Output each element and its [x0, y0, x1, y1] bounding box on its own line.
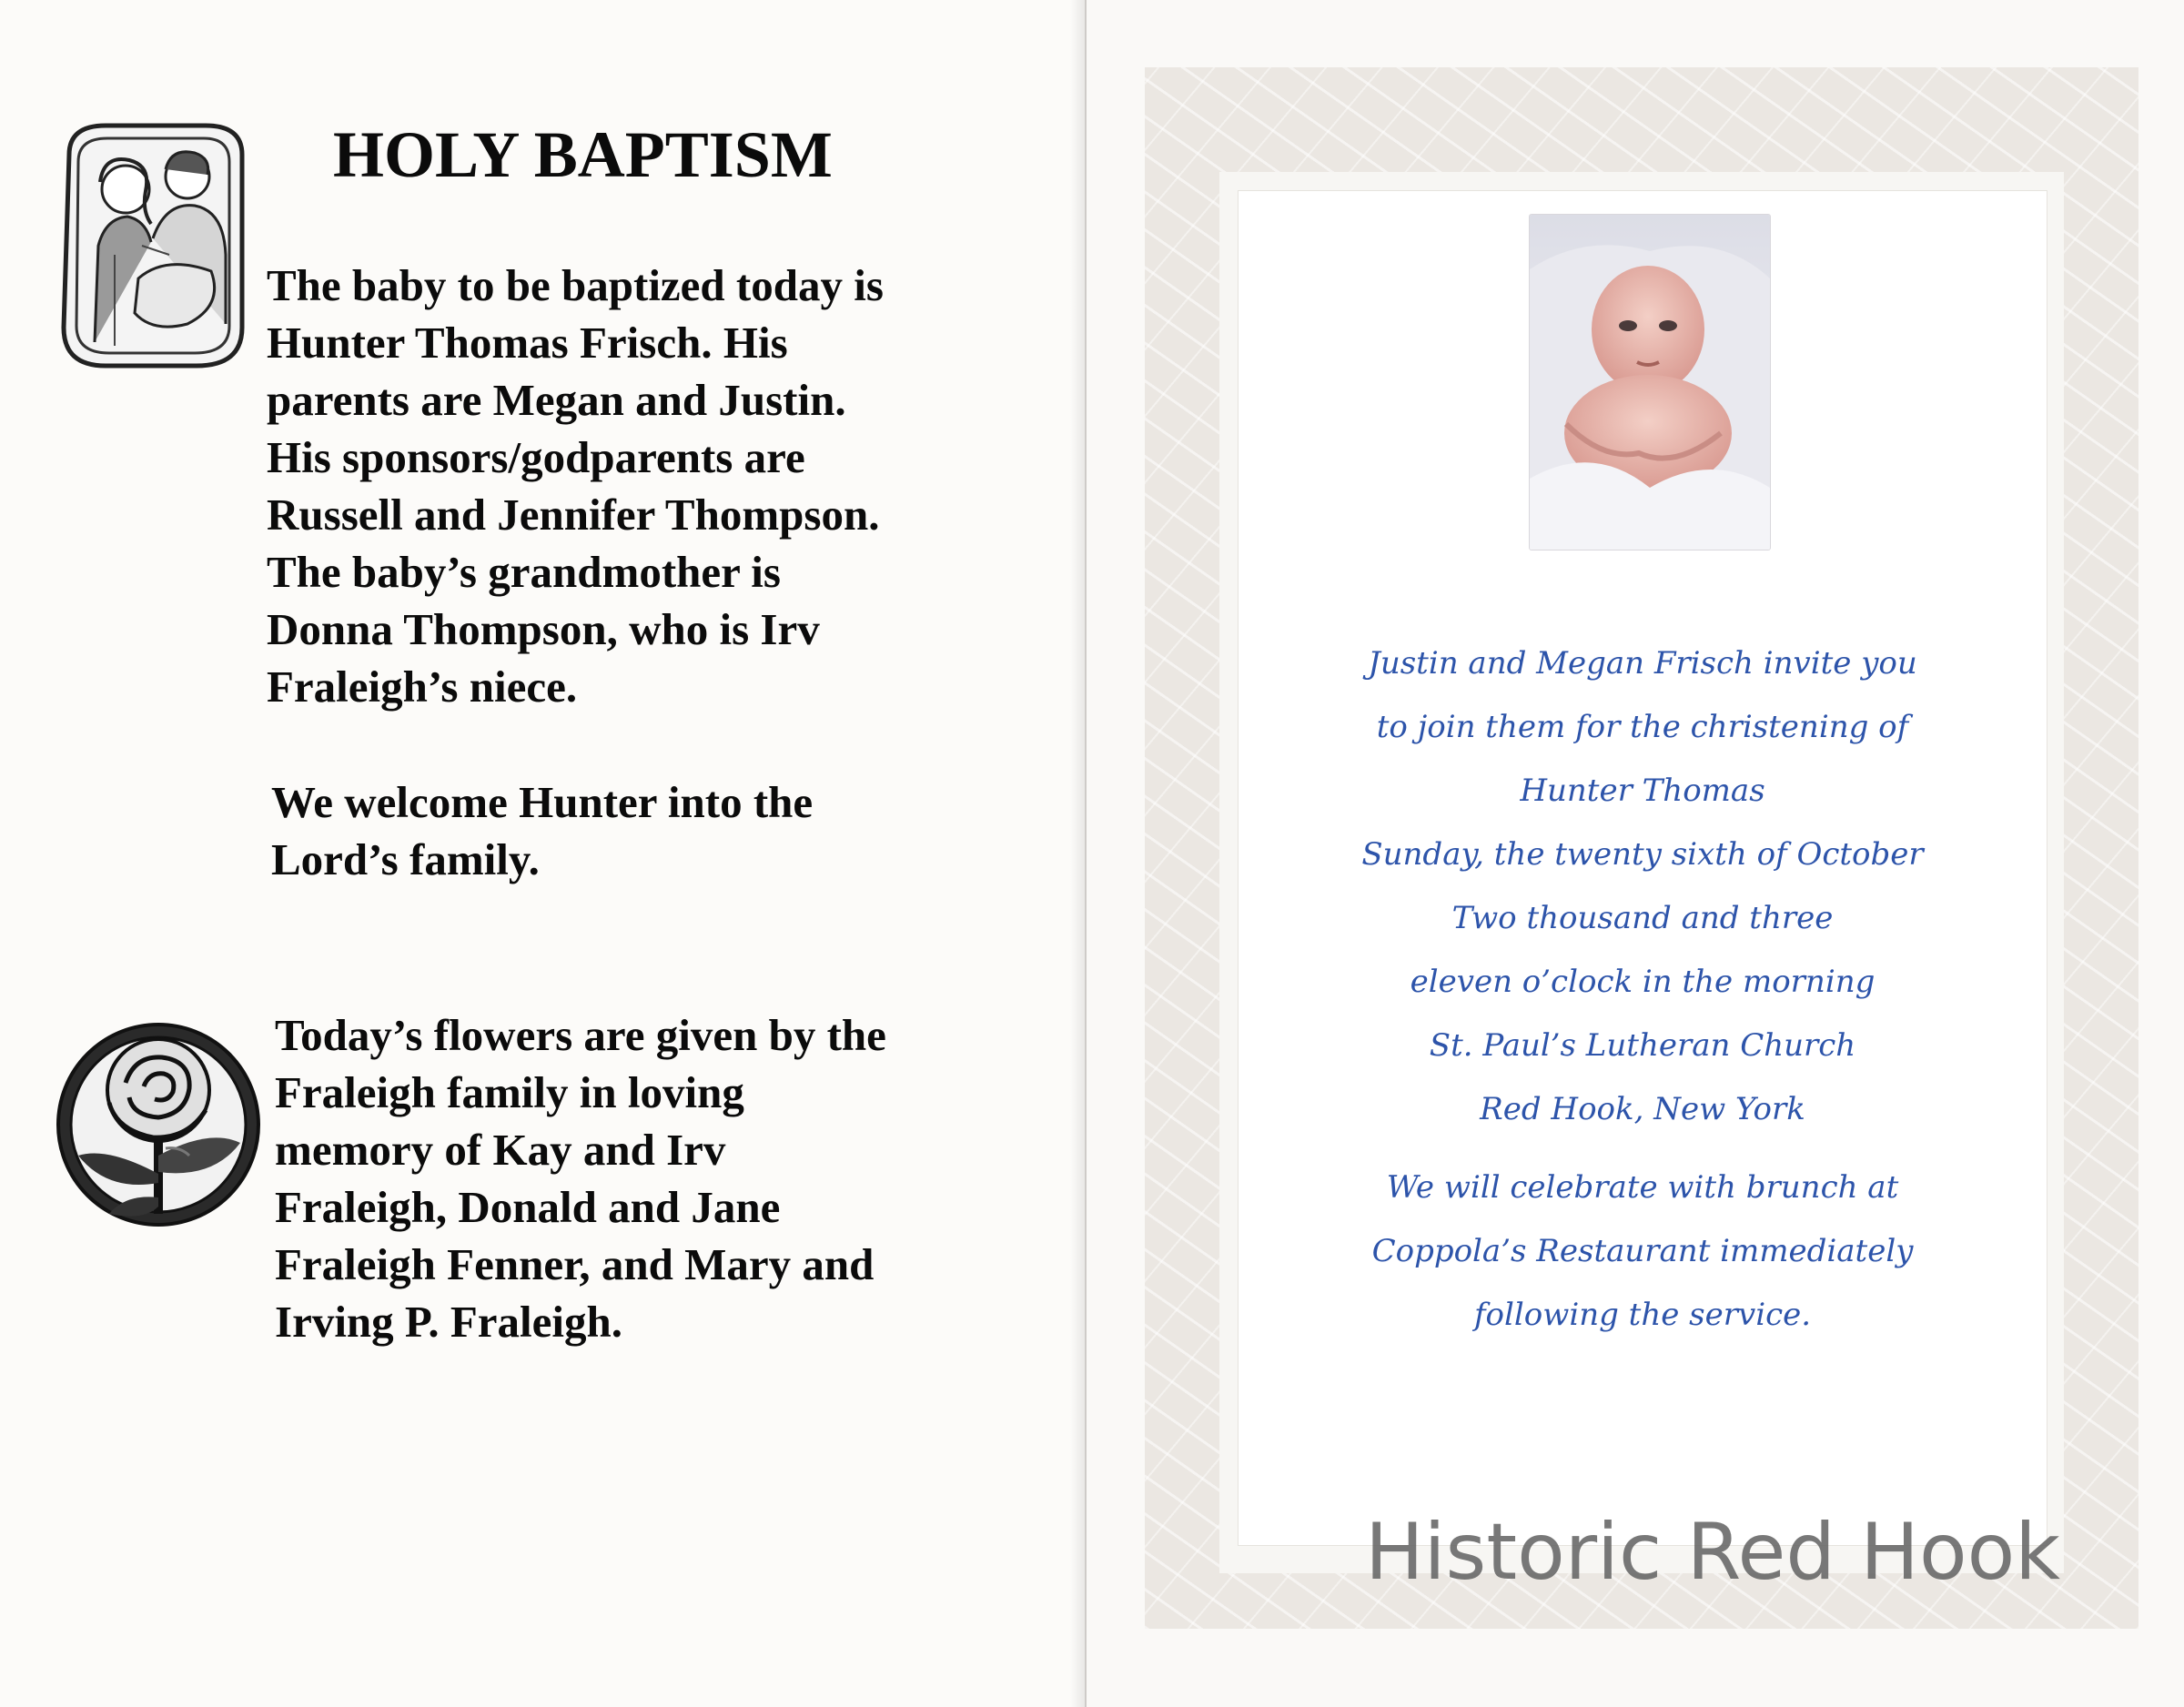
- text-line: His sponsors/godparents are: [267, 432, 805, 482]
- invitation-line: Justin and Megan Frisch invite you: [1368, 645, 1917, 682]
- text-line: Irving P. Fraleigh.: [275, 1297, 623, 1347]
- text-line: Fraleigh family in loving: [275, 1067, 744, 1117]
- invitation-line: Sunday, the twenty sixth of October: [1361, 836, 1924, 873]
- brunch-line: Coppola’s Restaurant immediately: [1371, 1233, 1914, 1269]
- right-invitation-page: [1087, 0, 2184, 1707]
- text-line: Today’s flowers are given by the: [275, 1010, 886, 1060]
- text-line: Russell and Jennifer Thompson.: [267, 490, 880, 540]
- invitation-card: [1238, 190, 2048, 1546]
- inner-mat: [1219, 172, 2064, 1573]
- text-line: parents are Megan and Justin.: [267, 375, 846, 425]
- text-line: We welcome Hunter into the: [271, 777, 814, 827]
- flowers-paragraph: [275, 1006, 886, 1350]
- invitation-line: to join them for the christening of: [1376, 709, 1909, 745]
- brunch-line: We will celebrate with brunch at: [1386, 1169, 1899, 1206]
- welcome-paragraph: [271, 773, 813, 888]
- brunch-text: [1239, 1156, 2047, 1347]
- text-line: Fraleigh, Donald and Jane: [275, 1182, 781, 1232]
- baptism-paragraph: [267, 257, 884, 715]
- invitation-line: eleven o’clock in the morning: [1410, 964, 1876, 1000]
- text-line: Fraleigh’s niece.: [267, 662, 578, 712]
- text-line: Lord’s family.: [271, 834, 540, 884]
- invitation-line: Hunter Thomas: [1520, 773, 1765, 809]
- brunch-line: following the service.: [1473, 1297, 1812, 1333]
- rose-icon: [53, 1019, 264, 1230]
- patterned-border: [1145, 67, 2138, 1629]
- watermark-text: Historic Red Hook: [1365, 1507, 2061, 1598]
- text-line: The baby’s grandmother is: [267, 547, 781, 597]
- invitation-text: [1239, 631, 2047, 1141]
- text-line: Hunter Thomas Frisch. His: [267, 318, 788, 368]
- text-line: The baby to be baptized today is: [267, 260, 884, 310]
- text-line: Fraleigh Fenner, and Mary and: [275, 1239, 875, 1289]
- page-title: HOLY BAPTISM: [333, 118, 833, 191]
- invitation-line: Two thousand and three: [1451, 900, 1834, 936]
- text-line: memory of Kay and Irv: [275, 1125, 726, 1175]
- text-line: Donna Thompson, who is Irv: [267, 604, 820, 654]
- family-icon: [51, 118, 251, 373]
- baby-photo: [1530, 215, 1770, 550]
- invitation-line: Red Hook, New York: [1480, 1091, 1805, 1127]
- left-bulletin-page: [0, 0, 1087, 1707]
- invitation-line: St. Paul’s Lutheran Church: [1429, 1027, 1856, 1064]
